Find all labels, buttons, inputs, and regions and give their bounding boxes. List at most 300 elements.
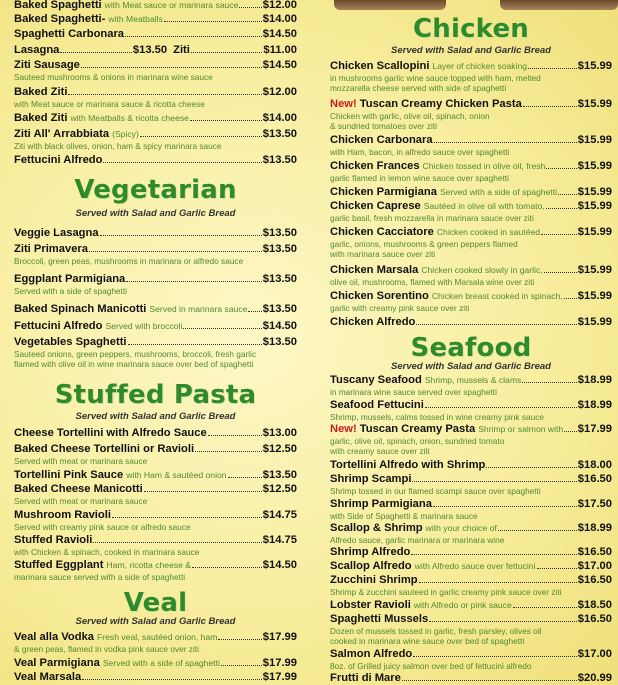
menu-item-description: & green peas, flamed in vodka pink sauce over ziti	[14, 644, 199, 654]
menu-item-description: cooked in marinara wine sauce over bed of spaghetti	[330, 636, 525, 646]
menu-item-description: with Ham, bacon, in alfredo sauce over spaghetti	[330, 147, 510, 157]
section-subtitle: Served with Salad and Garlic Bread	[75, 616, 236, 627]
menu-item-note: Sautéed in olive oil with tomato,	[423, 201, 545, 211]
dot-leader	[248, 301, 261, 312]
menu-item-tuscany-seafood	[330, 372, 612, 397]
menu-item-scallop-alfredo	[330, 558, 612, 573]
menu-item-chicken-parmigiana	[330, 184, 612, 199]
menu-item-veal-parmigiana	[14, 655, 297, 670]
menu-item-line	[14, 42, 297, 57]
menu-item-price: $13.50	[262, 336, 297, 348]
menu-item-name: Tortellini Alfredo with Shrimp	[330, 459, 486, 471]
food-photo-strip	[334, 0, 446, 10]
section-subtitle: Served with Salad and Garlic Bread	[75, 208, 236, 219]
menu-item-line	[14, 271, 297, 286]
menu-item-shrimp-scampi	[330, 471, 612, 496]
menu-item-description: garlic, onions, mushrooms & green peppers flamed	[330, 239, 518, 249]
menu-item-name: Mushroom Ravioli	[14, 509, 111, 521]
menu-item-price: $15.99	[577, 134, 612, 146]
dot-leader	[544, 262, 577, 273]
dot-leader	[100, 225, 262, 236]
menu-item-price: $12.50	[262, 443, 297, 455]
menu-item-name: Chicken Carbonara	[330, 134, 433, 146]
menu-item-line	[14, 84, 297, 99]
menu-item-name: Lobster Ravioli	[330, 599, 411, 611]
menu-item-stuffed-ravioli	[14, 532, 297, 557]
menu-item-note: Ham, ricotta cheese &	[106, 560, 192, 570]
menu-item-ziti-sausage	[14, 57, 297, 82]
menu-item-price: $13.50	[262, 273, 297, 285]
menu-item-name: Baked Cheese Manicotti	[14, 483, 143, 495]
menu-item-price: $11.00	[263, 44, 297, 56]
menu-item-chicken-frances	[330, 158, 612, 183]
menu-item-name: Stuffed Ravioli	[14, 534, 93, 546]
menu-item-line	[330, 58, 612, 73]
menu-item-line	[14, 26, 297, 41]
menu-item-price: $15.99	[577, 186, 612, 198]
menu-item-line	[330, 457, 612, 472]
menu-item-baked-spaghetti	[14, 11, 297, 26]
menu-item-name: Veal alla Vodka	[14, 631, 95, 643]
dot-leader	[239, 0, 261, 8]
menu-item-note: with Meat sauce or marinara sauce	[104, 0, 239, 10]
food-photo-strip-2	[500, 0, 618, 10]
menu-item-price: $15.99	[577, 316, 612, 328]
dot-leader	[164, 11, 262, 22]
menu-item-chicken-alfredo	[330, 314, 612, 329]
menu-item-name: Salmon Alfredo	[330, 648, 413, 660]
menu-item-price: $16.50	[577, 473, 612, 485]
menu-item-price: $15.99	[577, 200, 612, 212]
menu-item-name: Cheese Tortellini with Alfredo Sauce	[14, 427, 207, 439]
menu-item-price: $14.50	[262, 28, 297, 40]
menu-item-note: Shrimp, mussels & clams	[424, 375, 522, 385]
dot-leader	[433, 496, 577, 507]
dot-leader	[564, 421, 577, 432]
dot-leader	[419, 572, 577, 583]
menu-item-price: $14.50	[262, 559, 297, 571]
menu-item-line	[330, 96, 612, 111]
menu-item-name: Veal Parmigiana	[14, 657, 100, 669]
menu-item-note: Served with a side of spaghetti	[439, 187, 557, 197]
menu-item-price: $18.99	[577, 522, 612, 534]
menu-item-line	[14, 655, 297, 670]
menu-item-line	[14, 334, 297, 349]
section-heading-seafood: Seafood	[410, 333, 532, 363]
menu-item-ziti-all-arrabbiata	[14, 126, 297, 151]
menu-item-note: Chicken cooked in sautéed	[436, 227, 541, 237]
dot-leader	[546, 158, 576, 169]
menu-item-shrimp-alfredo	[330, 544, 612, 559]
menu-item-price: $12.00	[262, 86, 297, 98]
menu-item-line	[330, 611, 612, 626]
dot-leader	[434, 132, 577, 143]
menu-item-description: in mushrooms garlic wine sauce topped with ham, melted	[330, 73, 541, 83]
menu-item-description: olive oil, mushrooms, flamed with Marsala wine over ziti	[330, 277, 535, 287]
menu-item-frutti-di-mare	[330, 670, 612, 685]
dot-leader	[486, 457, 576, 468]
menu-item-note: with Ham & sautéed onion	[126, 470, 227, 480]
menu-item-name: Baked Cheese Tortellini or Ravioli	[14, 443, 195, 455]
dot-leader	[126, 271, 262, 282]
menu-item-price: $15.99	[577, 264, 612, 276]
menu-item-note: Layer of chicken soaking	[432, 61, 528, 71]
section-heading-veal: Veal	[123, 588, 188, 618]
menu-item-line	[330, 558, 612, 573]
menu-item-line	[14, 301, 297, 316]
menu-item-description: Shrimp tossed in our flamed scampi sauce over spaghetti	[330, 486, 541, 496]
menu-item-name: Fettucini Alfredo	[14, 154, 103, 166]
menu-item-description: in marinara wine sauce served over spaghetti	[330, 387, 497, 397]
new-badge: New!	[330, 423, 357, 435]
menu-item-name: Tuscany Seafood	[330, 374, 422, 386]
menu-item-baked-ziti	[14, 84, 297, 109]
dot-leader	[412, 471, 576, 482]
dot-leader	[93, 532, 261, 543]
dot-leader	[183, 318, 261, 329]
menu-item-name: Eggplant Parmigiana	[14, 273, 126, 285]
menu-item-price: $17.00	[577, 560, 612, 572]
dot-leader	[546, 198, 577, 209]
menu-item-eggplant-parmigiana	[14, 271, 297, 296]
dot-leader	[81, 57, 262, 68]
dot-leader	[192, 557, 262, 568]
menu-item-name-2: Ziti	[173, 44, 190, 56]
section-subtitle: Served with Salad and Garlic Bread	[391, 361, 551, 372]
menu-item-line	[14, 557, 297, 572]
menu-item-name: Baked Spinach Manicotti	[14, 303, 147, 315]
dot-leader	[523, 96, 577, 107]
menu-item-description: Dozen of mussels tossed in garlic, fresh parsley, olives oil	[330, 626, 542, 636]
menu-item-name: Lasagna	[14, 44, 60, 56]
menu-item-description: marinara sauce served with a side of spaghetti	[14, 572, 186, 582]
menu-item-price: $13.50	[262, 469, 297, 481]
menu-item-price: $16.50	[577, 574, 612, 586]
dot-leader	[190, 110, 262, 121]
menu-item-price: $17.99	[577, 423, 612, 435]
menu-item-line	[14, 441, 297, 456]
menu-item-line	[330, 397, 612, 412]
menu-item-note: with your choice of	[425, 523, 497, 533]
menu-item-note: Chicken breast cooked in spinach,	[431, 291, 563, 301]
new-badge: New!	[330, 98, 357, 110]
menu-item-chicken-scallopini	[330, 58, 612, 93]
menu-item-line	[330, 597, 612, 612]
menu-item-price: $18.99	[577, 399, 612, 411]
section-subtitle: Served with Salad and Garlic Bread	[391, 45, 551, 56]
menu-item-name: Chicken Frances	[330, 160, 420, 172]
dot-leader	[195, 441, 262, 452]
menu-item-price: $16.50	[577, 613, 612, 625]
dot-leader	[564, 288, 577, 299]
menu-item-description: with marinara sauce over ziti	[330, 249, 436, 259]
menu-item-price: $15.99	[577, 290, 612, 302]
menu-item-note: Served in marinara sauce	[149, 304, 248, 314]
menu-item-description: Chicken with garlic, olive oil, spinach, onion	[330, 111, 490, 121]
menu-item-price: $14.50	[262, 59, 297, 71]
menu-item-line	[330, 158, 612, 173]
menu-item-lobster-ravioli	[330, 597, 612, 612]
menu-item-name: Ziti Primavera	[14, 243, 88, 255]
menu-item-lasagna	[14, 42, 297, 57]
menu-item-price: $17.50	[577, 498, 612, 510]
menu-item-description: mozzarella cheese served with side of spaghetti	[330, 83, 507, 93]
menu-item-price: $15.99	[577, 60, 612, 72]
menu-item-line	[330, 132, 612, 147]
menu-item-name: Chicken Caprese	[330, 200, 421, 212]
menu-item-price: $15.99	[577, 98, 612, 110]
dot-leader	[425, 397, 577, 408]
menu-item-veggie-lasagna	[14, 225, 297, 240]
menu-item-tuscan-creamy-pasta	[330, 421, 612, 456]
dot-leader	[221, 655, 262, 666]
menu-item-seafood-fettucini	[330, 397, 612, 422]
menu-item-vegetables-spaghetti	[14, 334, 297, 369]
menu-item-name: Vegetables Spaghetti	[14, 336, 127, 348]
dot-leader	[128, 334, 262, 345]
menu-item-description: 8oz. of Grilled juicy salmon over bed of fettucini alfredo	[330, 661, 532, 671]
menu-item-price: $18.99	[577, 374, 612, 386]
menu-item-name: Baked Ziti	[14, 86, 68, 98]
menu-item-line	[14, 126, 297, 141]
menu-item-line	[330, 372, 612, 387]
menu-item-line	[14, 241, 297, 256]
menu-item-name: Baked Spaghetti	[14, 0, 102, 11]
menu-item-description: Shrimp, mussels, calms tossed in wine creamy pink sauce	[330, 412, 544, 422]
menu-item-line	[14, 481, 297, 496]
dot-leader	[89, 241, 262, 252]
menu-item-name: Chicken Scallopini	[330, 60, 430, 72]
menu-item-note: Chicken tossed in olive oil, fresh	[422, 161, 546, 171]
menu-item-line	[14, 152, 297, 167]
menu-item-description: garlic flamed in lemon wine sauce over spaghetti	[330, 173, 509, 183]
menu-item-price: $13.50	[262, 227, 297, 239]
menu-item-chicken-marsala	[330, 262, 612, 287]
menu-item-line	[330, 572, 612, 587]
menu-item-name: Chicken Marsala	[330, 264, 419, 276]
menu-item-price: $12.50	[262, 483, 297, 495]
menu-item-veal-marsala	[14, 669, 297, 684]
menu-item-note: Served with a side of spaghetti	[102, 658, 220, 668]
menu-item-description: flamed with olive oil in wine marinara sauce over bed of spaghetti	[14, 359, 254, 369]
menu-item-name: Chicken Alfredo	[330, 316, 416, 328]
menu-item-line	[14, 318, 297, 333]
menu-item-line	[330, 224, 612, 239]
menu-item-name: Veal Marsala	[14, 671, 82, 683]
menu-item-description: with Meat sauce or marinara sauce & ricotta cheese	[14, 99, 205, 109]
menu-item-name: Tortellini Pink Sauce	[14, 469, 124, 481]
menu-item-description: garlic with creamy pink sauce over ziti	[330, 303, 470, 313]
menu-item-line	[330, 314, 612, 329]
section-heading-stuffed-pasta: Stuffed Pasta	[54, 380, 257, 410]
menu-item-scallop-shrimp	[330, 520, 612, 545]
menu-item-description: Served with meat or marinara sauce	[14, 456, 148, 466]
menu-item-spicy-tag: (Spicy)	[112, 129, 139, 139]
menu-item-tortellini-alfredo-with-shrimp	[330, 457, 612, 472]
menu-item-description: Sauteed mushrooms & onions in marinara wine sauce	[14, 72, 213, 82]
menu-item-spaghetti-carbonara	[14, 26, 297, 41]
dot-leader	[513, 597, 577, 608]
menu-item-shrimp-parmigiana	[330, 496, 612, 521]
menu-item-description: garlic basil, fresh mozzarella in marinara sauce over ziti	[330, 213, 534, 223]
dot-leader	[144, 481, 262, 492]
menu-item-price: $15.99	[577, 226, 612, 238]
menu-item-name: Fettucini Alfredo	[14, 320, 103, 332]
menu-item-price: $20.99	[577, 672, 612, 684]
menu-item-name: Shrimp Scampi	[330, 473, 412, 485]
menu-item-line	[330, 184, 612, 199]
menu-item-name: Spaghetti Mussels	[330, 613, 429, 625]
menu-item-name: Frutti di Mare	[330, 672, 401, 684]
menu-item-name: Shrimp Parmigiana	[330, 498, 432, 510]
menu-item-note: Shrimp or salmon with	[478, 424, 564, 434]
menu-item-veal-alla-vodka	[14, 629, 297, 654]
menu-item-chicken-carbonara	[330, 132, 612, 157]
menu-item-line	[14, 11, 297, 26]
dot-leader	[402, 670, 577, 681]
dot-leader	[411, 544, 576, 555]
dot-leader	[68, 84, 261, 95]
menu-item-note: Served with broccoli	[105, 321, 183, 331]
menu-item-name: Scallop Alfredo	[330, 560, 412, 572]
section-heading-chicken: Chicken	[412, 14, 530, 44]
menu-item-name: Tuscan Creamy Pasta	[359, 423, 476, 435]
section-subtitle: Served with Salad and Garlic Bread	[75, 411, 236, 422]
menu-item-baked-cheese-manicotti	[14, 481, 297, 506]
menu-item-name: Veggie Lasagna	[14, 227, 99, 239]
menu-item-line	[330, 421, 612, 436]
menu-item-price: $13.50	[262, 303, 297, 315]
menu-item-description: with Side of Spaghetti & marinara sauce	[330, 511, 478, 521]
menu-item-name: Chicken Parmigiana	[330, 186, 437, 198]
menu-item-tortellini-pink-sauce	[14, 467, 297, 482]
menu-item-ziti-primavera	[14, 241, 297, 266]
menu-item-price: $13.50	[262, 243, 297, 255]
menu-item-description: Sauteed onions, green peppers, mushrooms, broccoli, fresh garlic	[14, 349, 257, 359]
menu-item-line	[14, 669, 297, 684]
menu-item-description: Served with meat or marinara sauce	[14, 496, 148, 506]
menu-item-line	[14, 532, 297, 547]
menu-item-description: Served with a side of spaghetti	[14, 286, 127, 296]
menu-item-price: $14.75	[262, 534, 297, 546]
menu-item-price: $14.50	[262, 320, 297, 332]
menu-item-name: Chicken Sorentino	[330, 290, 429, 302]
menu-item-description: Served with creamy pink sauce or alfredo sauce	[14, 522, 191, 532]
menu-item-price: $12.00	[262, 0, 297, 11]
menu-item-price: $14.75	[262, 509, 297, 521]
menu-item-line	[14, 507, 297, 522]
menu-item-price: $13.50	[132, 44, 168, 56]
dot-leader	[522, 372, 577, 383]
dot-leader	[140, 126, 262, 137]
menu-item-note: with Alfredo sauce over fettucini	[414, 561, 536, 571]
dot-leader	[228, 467, 262, 478]
menu-item-price: $17.99	[262, 671, 297, 683]
menu-item-baked-ziti	[14, 110, 297, 125]
menu-item-line	[330, 520, 612, 535]
section-heading-vegetarian: Vegetarian	[74, 175, 237, 205]
dot-leader	[413, 646, 577, 657]
menu-item-chicken-sorentino	[330, 288, 612, 313]
menu-item-note: with Meatballs & ricotta cheese	[70, 113, 189, 123]
menu-item-name: Stuffed Eggplant	[14, 559, 104, 571]
menu-item-price: $13.50	[262, 128, 297, 140]
menu-item-price: $17.99	[262, 657, 297, 669]
menu-item-tuscan-creamy-chicken-pasta	[330, 96, 612, 131]
menu-item-line	[330, 544, 612, 559]
menu-item-line	[330, 670, 612, 685]
menu-item-description: Shrimp & zucchini sauteed in garlic creamy pink sauce over ziti	[330, 587, 562, 597]
menu-item-name: Ziti All' Arrabbiata	[14, 128, 110, 140]
dot-leader	[528, 58, 577, 69]
menu-item-note: Chicken cooked slowly in garlic,	[421, 265, 543, 275]
dot-leader	[60, 42, 132, 53]
menu-item-stuffed-eggplant	[14, 557, 297, 582]
menu-item-price: $13.50	[262, 154, 297, 166]
menu-item-name: Scallop & Shrimp	[330, 522, 423, 534]
menu-item-name: Ziti Sausage	[14, 59, 80, 71]
menu-item-name: Shrimp Alfredo	[330, 546, 411, 558]
dot-leader	[537, 558, 577, 569]
menu-item-cheese-tortellini-with-alfredo-sauce	[14, 425, 297, 440]
dot-leader	[125, 26, 262, 37]
menu-item-name: Chicken Cacciatore	[330, 226, 434, 238]
menu-item-baked-cheese-tortellini-or-ravioli	[14, 441, 297, 466]
menu-item-line	[14, 225, 297, 240]
menu-item-line	[14, 467, 297, 482]
dot-leader	[208, 425, 262, 436]
menu-item-price: $18.50	[577, 599, 612, 611]
menu-item-mushroom-ravioli	[14, 507, 297, 532]
dot-leader	[191, 42, 263, 53]
menu-item-salmon-alfredo	[330, 646, 612, 671]
menu-item-line	[14, 629, 297, 644]
menu-item-line	[14, 110, 297, 125]
menu-item-description: Ziti with black olives, onion, ham & spicy marinara sauce	[14, 141, 222, 151]
menu-item-price: $15.99	[577, 160, 612, 172]
menu-item-zucchini-shrimp	[330, 572, 612, 597]
dot-leader	[541, 224, 577, 235]
dot-leader	[558, 184, 577, 195]
dot-leader	[112, 507, 262, 518]
menu-item-line	[330, 262, 612, 277]
menu-item-price: $14.00	[262, 112, 297, 124]
menu-item-name: Baked Ziti	[14, 112, 68, 124]
menu-item-description: garlic, olive oil, spinach, onion, sundried tomato	[330, 436, 505, 446]
menu-item-description: Alfredo sauce, garlic marinara or marinara wine	[330, 535, 505, 545]
menu-item-price: $17.99	[262, 631, 297, 643]
dot-leader	[416, 314, 576, 325]
menu-item-line	[14, 57, 297, 72]
menu-item-note: with Alfredo or pink sauce	[413, 600, 512, 610]
menu-item-price: $17.00	[577, 648, 612, 660]
menu-item-fettucini-alfredo	[14, 152, 297, 167]
menu-item-line	[330, 198, 612, 213]
menu-item-line	[330, 471, 612, 486]
dot-leader	[103, 152, 261, 163]
menu-item-line	[330, 288, 612, 303]
menu-item-name: Seafood Fettucini	[330, 399, 424, 411]
menu-item-fettucini-alfredo	[14, 318, 297, 333]
menu-item-price: $18.00	[577, 459, 612, 471]
menu-item-line	[14, 425, 297, 440]
menu-item-description: & sundried tomatoes over ziti	[330, 121, 437, 131]
menu-item-description: with creamy sauce over ziti	[330, 446, 430, 456]
menu-item-price: $16.50	[577, 546, 612, 558]
menu-item-line	[330, 496, 612, 511]
menu-item-description: Broccoli, green peas, mushrooms in marinara or alfredo sauce	[14, 256, 244, 266]
menu-item-line	[330, 646, 612, 661]
